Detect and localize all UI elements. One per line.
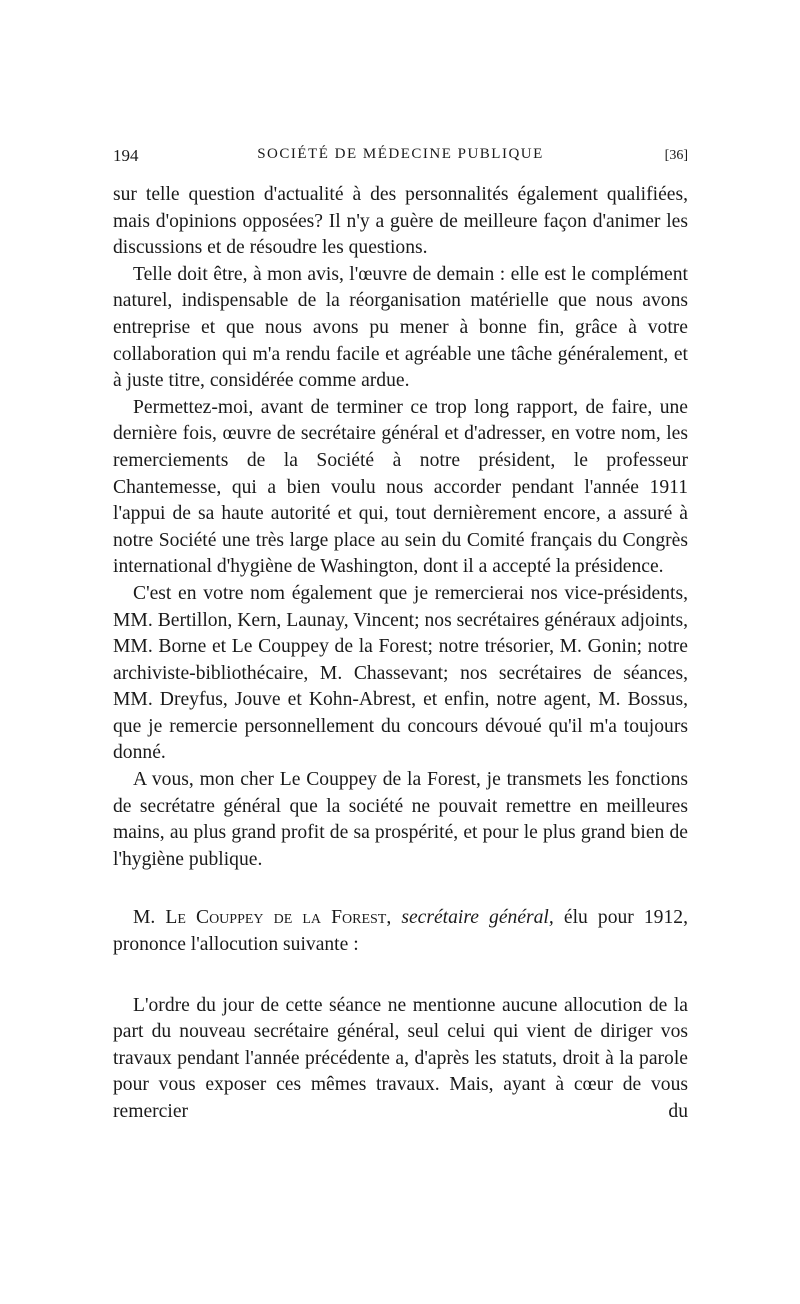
- page-number: 194: [113, 146, 139, 165]
- paragraph: Permettez-moi, avant de terminer ce trop long rapport, de faire, une dernière fois, œuvre de secrétaire général et d'adresser, en votre nom, les remerciements de la Société à notre président, le professeur Chantemesse, qui a bien voulu nous accorder pendant l'année 1911 l'appui de sa haute autorité et qui, tout dernièrement encore, a assuré à notre Société une très large place au sein du Comité français du Congrès international d'hygiène de Washington, dont il a accepté la présidence.: [113, 396, 688, 578]
- speaker-role: secrétaire général,: [401, 907, 554, 929]
- paragraph: Telle doit être, à mon avis, l'œuvre de demain : elle est le complément naturel, indispensable de la réorganisation matérielle que nous avons entreprise et que nous avons pu mener à bonne fin, grâce à votre collaboration qui m'a rendu facile et agréable une tâche généralement, et à juste titre, considérée comme ardue.: [113, 263, 688, 392]
- paragraph: sur telle question d'actualité à des personnalités également qualifiées, mais d'opinions opposées? Il n'y a guère de meilleure façon d'animer les discussions et de résoudre les questions.: [113, 184, 688, 259]
- speaker-rest: élu pour 1912, prononce l'allocution suivante :: [113, 907, 688, 956]
- running-title: SOCIÉTÉ DE MÉDECINE PUBLIQUE: [257, 146, 544, 162]
- paragraph: C'est en votre nom également que je remercierai nos vice-présidents, MM. Bertillon, Kern, Launay, Vincent; nos secrétaires généraux adjoints, MM. Borne et Le Couppey de la Forest; notre trésorier, M. Gonin; notre archiviste-bibliothécaire, M. Chassevant; nos secrétaires de séances, MM. Dreyfus, Jouve et Kohn-Abrest, et enfin, notre agent, M. Bossus, que je remercie personnellement du concours dévoué qu'il m'a toujours donné.: [113, 582, 688, 764]
- bracket-tag: [36]: [664, 148, 688, 163]
- final-paragraph: L'ordre du jour de cette séance ne mentionne aucune allocution de la part du nouveau secrétaire général, seul celui qui vient de diriger vos travaux pendant l'année précédente a, d'après les statuts, droit à la parole pour vous exposer ces mêmes travaux. Mais, ayant à cœur de vous remercier du: [113, 994, 688, 1122]
- page-header: [113, 146, 688, 170]
- page-body: [113, 182, 688, 1126]
- paragraph: A vous, mon cher Le Couppey de la Forest, je transmets les fonctions de secrétatre général que la société ne pouvait remettre en meilleures mains, au plus grand profit de sa prospérité, et pour le plus grand bien de l'hygiène publique.: [113, 769, 688, 870]
- speaker-name: M. Le Couppey de la Forest,: [133, 907, 392, 929]
- speaker-intro: [113, 905, 688, 958]
